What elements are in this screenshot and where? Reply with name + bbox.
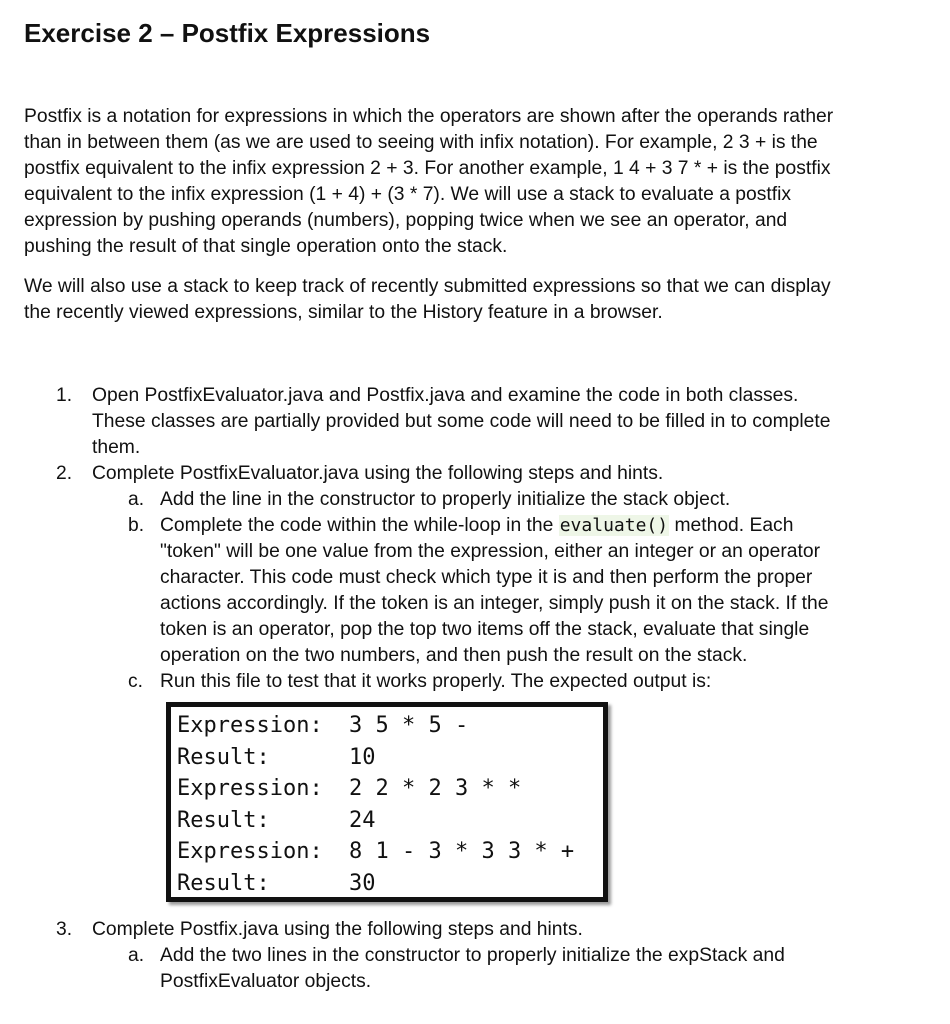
substep-text: Run this file to test that it works properly. The expected output is: bbox=[160, 671, 712, 692]
intro-paragraph-history bbox=[24, 274, 929, 326]
console-output bbox=[166, 702, 608, 902]
text-line: postfix equivalent to the infix expression 2 + 3. For another example, 1 4 + 3 7 * + is the postfix bbox=[24, 157, 831, 179]
console-expression-row bbox=[177, 836, 574, 868]
substep-text bbox=[160, 513, 793, 539]
step-text: Open PostfixEvaluator.java and Postfix.java and examine the code in both classes. bbox=[92, 385, 799, 406]
expression-value: 8 1 - 3 * 3 3 * + bbox=[349, 839, 575, 864]
text-line: the recently viewed expressions, similar to the History feature in a browser. bbox=[24, 301, 663, 323]
text-segment: method. Each bbox=[669, 515, 794, 536]
substep-text: Add the line in the constructor to properly initialize the stack object. bbox=[160, 489, 731, 510]
substep-text: "token" will be one value from the expression, either an integer or an operator bbox=[160, 541, 820, 562]
expression-label: Expression: bbox=[177, 776, 323, 801]
step-text: Complete PostfixEvaluator.java using the following steps and hints. bbox=[92, 463, 664, 484]
text-line: equivalent to the infix expression (1 + 4) + (3 * 7). We will use a stack to evaluate a postfix bbox=[24, 183, 792, 205]
substep-label: a. bbox=[128, 489, 145, 510]
step-number: 3. bbox=[56, 919, 73, 940]
step-text: These classes are partially provided but some code will need to be filled in to complete bbox=[92, 411, 831, 432]
text-line: expression by pushing operands (numbers), popping twice when we see an operator, and bbox=[24, 209, 788, 231]
result-label: Result: bbox=[177, 870, 270, 896]
step-text: them. bbox=[92, 437, 141, 458]
console-expression-row bbox=[177, 710, 468, 742]
console-result-row bbox=[177, 742, 376, 774]
substep-text: PostfixEvaluator objects. bbox=[160, 971, 372, 992]
step-text: Complete Postfix.java using the following steps and hints. bbox=[92, 919, 583, 940]
page-title: Exercise 2 – Postfix Expressions bbox=[24, 18, 431, 48]
result-value: 10 bbox=[349, 744, 376, 770]
result-value: 30 bbox=[349, 870, 376, 896]
expression-label: Expression: bbox=[177, 839, 323, 864]
substep-label: c. bbox=[128, 671, 143, 692]
step-number: 1. bbox=[56, 385, 73, 406]
substep-text: character. This code must check which type it is and then perform the proper bbox=[160, 567, 813, 588]
console-expression-row bbox=[177, 773, 521, 805]
text-line: Postfix is a notation for expressions in which the operators are shown after the operands rather bbox=[24, 106, 834, 127]
intro-paragraph-postfix bbox=[24, 104, 929, 259]
result-label: Result: bbox=[177, 807, 270, 833]
expression-value: 2 2 * 2 3 * * bbox=[349, 776, 522, 801]
substep-label: a. bbox=[128, 945, 145, 966]
text-segment: Complete the code within the while-loop in the bbox=[160, 515, 559, 536]
evaluate-method-code: evaluate() bbox=[559, 515, 669, 536]
text-line: than in between them (as we are used to seeing with infix notation). For example, 2 3 + is the bbox=[24, 131, 818, 153]
step-number: 2. bbox=[56, 463, 73, 484]
expression-label: Expression: bbox=[177, 713, 323, 738]
expression-value: 3 5 * 5 - bbox=[349, 713, 469, 738]
substep-text: operation on the two numbers, and then push the result on the stack. bbox=[160, 645, 748, 666]
result-value: 24 bbox=[349, 807, 376, 833]
console-result-row bbox=[177, 805, 376, 837]
substep-text: Add the two lines in the constructor to properly initialize the expStack and bbox=[160, 945, 785, 966]
substep-text: token is an operator, pop the top two items off the stack, evaluate that single bbox=[160, 619, 810, 640]
substep-label: b. bbox=[128, 515, 145, 536]
substep-text: actions accordingly. If the token is an integer, simply push it on the stack. If the bbox=[160, 593, 829, 614]
text-line: We will also use a stack to keep track of recently submitted expressions so that we can display bbox=[24, 276, 831, 297]
result-label: Result: bbox=[177, 744, 270, 770]
text-line: pushing the result of that single operation onto the stack. bbox=[24, 235, 508, 257]
console-result-row bbox=[177, 868, 376, 900]
